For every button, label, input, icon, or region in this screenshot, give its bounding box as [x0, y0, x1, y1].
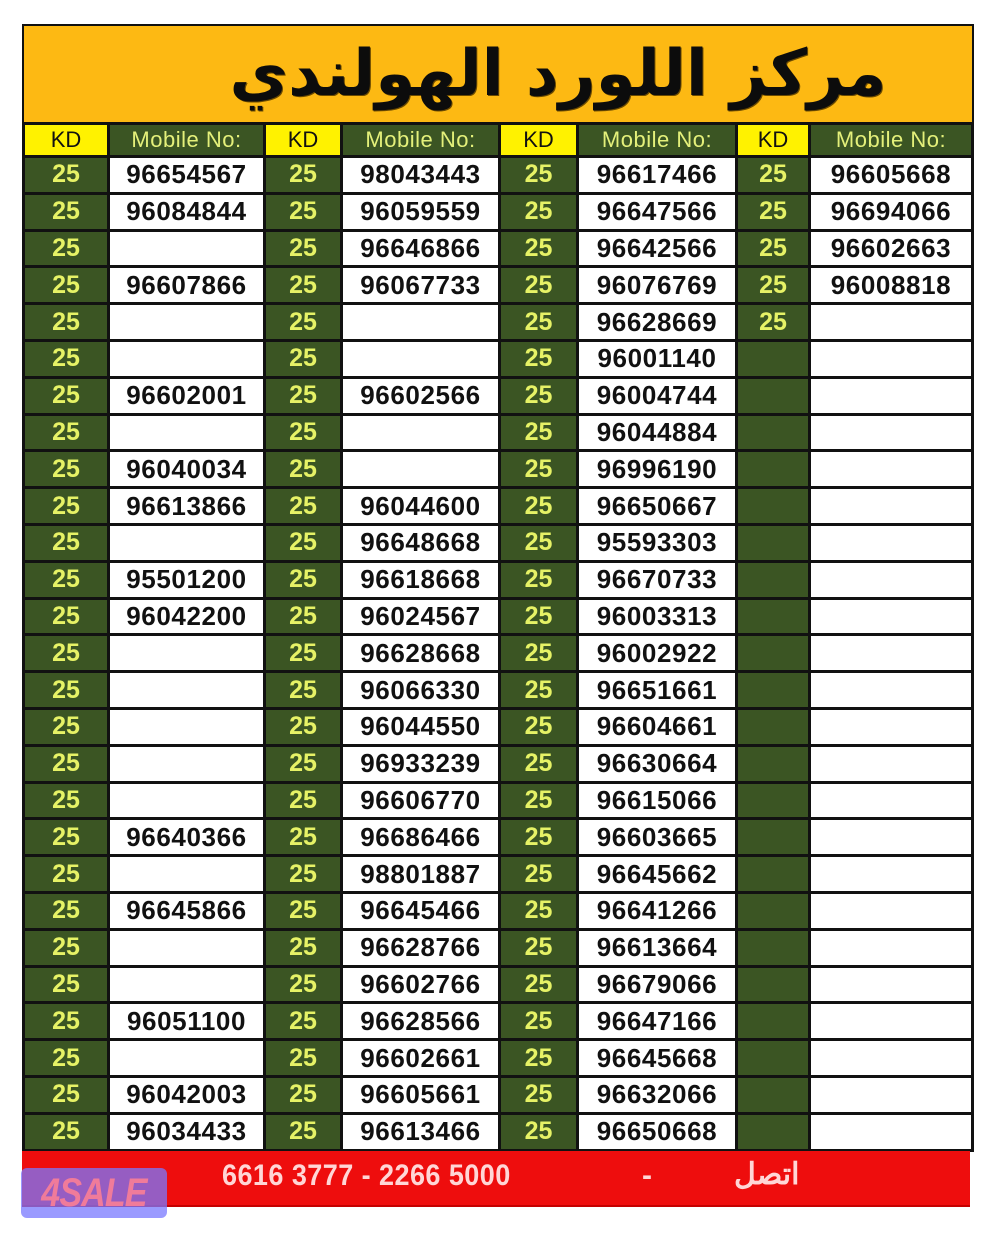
price-cell: 25	[501, 857, 576, 891]
price-cell: 25	[25, 1041, 107, 1075]
price-cell: 25	[25, 710, 107, 744]
price-cell: 25	[501, 379, 576, 413]
header-kd-2: KD	[266, 125, 340, 155]
mobile-number-cell: 96632066	[579, 1078, 735, 1112]
price-cell: 25	[266, 673, 340, 707]
mobile-number-cell: 96059559	[343, 195, 498, 229]
mobile-number-cell: 96617466	[579, 158, 735, 192]
mobile-number-cell	[811, 526, 971, 560]
price-cell	[738, 747, 808, 781]
mobile-number-cell: 96645662	[579, 857, 735, 891]
price-cell: 25	[25, 526, 107, 560]
price-cell	[738, 710, 808, 744]
price-cell: 25	[25, 489, 107, 523]
mobile-number-cell	[811, 857, 971, 891]
price-cell: 25	[25, 563, 107, 597]
mobile-number-cell	[110, 673, 263, 707]
mobile-number-cell	[811, 747, 971, 781]
mobile-number-cell: 96679066	[579, 968, 735, 1002]
price-cell: 25	[501, 195, 576, 229]
mobile-number-cell	[110, 305, 263, 339]
mobile-number-cell	[811, 673, 971, 707]
price-cell: 25	[266, 416, 340, 450]
price-cell: 25	[266, 820, 340, 854]
price-cell: 25	[738, 268, 808, 302]
mobile-number-cell: 96618668	[343, 563, 498, 597]
mobile-number-cell: 96044600	[343, 489, 498, 523]
mobile-number-cell: 96002922	[579, 636, 735, 670]
mobile-number-cell: 96602566	[343, 379, 498, 413]
mobile-number-cell: 98043443	[343, 158, 498, 192]
price-cell	[738, 379, 808, 413]
mobile-number-cell: 96647166	[579, 1004, 735, 1038]
price-cell: 25	[501, 1004, 576, 1038]
mobile-number-cell: 96034433	[110, 1115, 263, 1149]
price-cell	[738, 1078, 808, 1112]
price-cell: 25	[501, 673, 576, 707]
price-cell: 25	[25, 600, 107, 634]
price-cell	[738, 563, 808, 597]
mobile-number-cell: 98801887	[343, 857, 498, 891]
mobile-number-cell: 96645466	[343, 894, 498, 928]
price-cell: 25	[266, 526, 340, 560]
price-cell: 25	[25, 416, 107, 450]
mobile-number-cell: 96066330	[343, 673, 498, 707]
price-cell: 25	[25, 931, 107, 965]
price-cell: 25	[25, 636, 107, 670]
price-cell: 25	[266, 305, 340, 339]
watermark-logo	[21, 1168, 167, 1218]
header-mobile-4: Mobile No:	[811, 125, 971, 155]
mobile-number-cell: 96024567	[343, 600, 498, 634]
price-cell: 25	[266, 857, 340, 891]
price-cell: 25	[266, 1004, 340, 1038]
mobile-number-cell: 96051100	[110, 1004, 263, 1038]
mobile-number-cell: 96001140	[579, 342, 735, 376]
mobile-number-cell: 96008818	[811, 268, 971, 302]
mobile-number-cell: 96613466	[343, 1115, 498, 1149]
price-cell: 25	[25, 379, 107, 413]
price-cell	[738, 968, 808, 1002]
mobile-number-cell	[811, 563, 971, 597]
price-cell: 25	[25, 268, 107, 302]
mobile-number-cell: 96645668	[579, 1041, 735, 1075]
price-cell	[738, 452, 808, 486]
price-cell: 25	[266, 636, 340, 670]
price-cell: 25	[25, 784, 107, 818]
price-cell: 25	[266, 232, 340, 266]
watermark-text: 4SALE	[41, 1170, 147, 1215]
price-cell: 25	[501, 232, 576, 266]
price-cell: 25	[25, 342, 107, 376]
price-cell	[738, 489, 808, 523]
mobile-number-cell	[110, 710, 263, 744]
price-cell: 25	[501, 1041, 576, 1075]
mobile-number-cell: 96004744	[579, 379, 735, 413]
price-cell: 25	[501, 526, 576, 560]
numbers-table	[24, 125, 972, 1150]
price-cell: 25	[25, 195, 107, 229]
price-cell: 25	[25, 305, 107, 339]
mobile-number-cell	[811, 342, 971, 376]
mobile-number-cell: 96084844	[110, 195, 263, 229]
price-cell: 25	[266, 1078, 340, 1112]
header-kd-1: KD	[25, 125, 107, 155]
price-cell: 25	[266, 563, 340, 597]
mobile-number-cell	[811, 305, 971, 339]
mobile-number-cell: 96602663	[811, 232, 971, 266]
price-cell: 25	[266, 195, 340, 229]
price-cell: 25	[266, 489, 340, 523]
price-cell: 25	[25, 820, 107, 854]
mobile-number-cell: 96646866	[343, 232, 498, 266]
mobile-number-cell: 96645866	[110, 894, 263, 928]
price-cell: 25	[266, 931, 340, 965]
mobile-number-cell	[811, 600, 971, 634]
price-cell: 25	[501, 416, 576, 450]
header-mobile-3: Mobile No:	[579, 125, 735, 155]
mobile-number-cell: 96602766	[343, 968, 498, 1002]
mobile-number-cell	[110, 232, 263, 266]
price-cell: 25	[266, 268, 340, 302]
price-cell: 25	[266, 452, 340, 486]
mobile-number-cell	[110, 416, 263, 450]
mobile-number-cell	[110, 857, 263, 891]
mobile-number-cell: 96630664	[579, 747, 735, 781]
price-cell: 25	[501, 158, 576, 192]
price-cell: 25	[501, 931, 576, 965]
mobile-number-cell: 95593303	[579, 526, 735, 560]
price-cell: 25	[25, 968, 107, 1002]
mobile-number-cell: 96647566	[579, 195, 735, 229]
price-cell: 25	[25, 158, 107, 192]
mobile-number-cell: 95501200	[110, 563, 263, 597]
mobile-number-cell: 96996190	[579, 452, 735, 486]
mobile-number-cell: 96602001	[110, 379, 263, 413]
price-cell	[738, 784, 808, 818]
mobile-number-cell	[811, 489, 971, 523]
price-cell: 25	[266, 894, 340, 928]
mobile-number-cell: 96651661	[579, 673, 735, 707]
price-cell	[738, 1115, 808, 1149]
price-cell: 25	[25, 1115, 107, 1149]
price-cell: 25	[501, 968, 576, 1002]
mobile-number-cell: 96628668	[343, 636, 498, 670]
header-kd-3: KD	[501, 125, 576, 155]
price-cell: 25	[501, 563, 576, 597]
mobile-number-cell: 96044884	[579, 416, 735, 450]
mobile-number-cell: 96615066	[579, 784, 735, 818]
price-cell: 25	[501, 489, 576, 523]
price-cell	[738, 1041, 808, 1075]
price-cell: 25	[501, 600, 576, 634]
mobile-number-cell: 96628766	[343, 931, 498, 965]
mobile-number-cell: 96641266	[579, 894, 735, 928]
mobile-number-cell	[110, 931, 263, 965]
price-cell: 25	[501, 342, 576, 376]
mobile-number-cell: 96628566	[343, 1004, 498, 1038]
mobile-number-cell	[110, 526, 263, 560]
call-label: اتصل	[734, 1158, 800, 1191]
mobile-number-cell: 96606770	[343, 784, 498, 818]
price-cell: 25	[25, 1004, 107, 1038]
page-title: مركز اللورد الهولندي	[229, 37, 887, 111]
mobile-number-cell: 96602661	[343, 1041, 498, 1075]
mobile-number-cell	[811, 710, 971, 744]
price-cell: 25	[501, 820, 576, 854]
price-cell	[738, 600, 808, 634]
price-cell: 25	[501, 636, 576, 670]
header-mobile-1: Mobile No:	[110, 125, 263, 155]
price-cell: 25	[501, 784, 576, 818]
price-cell: 25	[266, 747, 340, 781]
mobile-number-cell: 96613866	[110, 489, 263, 523]
mobile-number-cell	[811, 1078, 971, 1112]
price-cell	[738, 1004, 808, 1038]
mobile-number-cell	[811, 1041, 971, 1075]
price-cell	[738, 820, 808, 854]
mobile-number-cell: 96654567	[110, 158, 263, 192]
header-kd-4: KD	[738, 125, 808, 155]
mobile-number-cell	[811, 636, 971, 670]
price-cell	[738, 894, 808, 928]
mobile-number-cell	[811, 931, 971, 965]
mobile-number-cell: 96042003	[110, 1078, 263, 1112]
price-cell: 25	[25, 894, 107, 928]
mobile-number-cell	[110, 968, 263, 1002]
price-cell: 25	[25, 452, 107, 486]
price-cell: 25	[738, 195, 808, 229]
mobile-number-cell	[343, 342, 498, 376]
header-mobile-2: Mobile No:	[343, 125, 498, 155]
title-bar	[24, 26, 972, 125]
price-cell: 25	[501, 1115, 576, 1149]
mobile-number-cell: 96613664	[579, 931, 735, 965]
mobile-number-cell: 96650668	[579, 1115, 735, 1149]
mobile-number-cell	[811, 1004, 971, 1038]
mobile-number-cell: 96686466	[343, 820, 498, 854]
price-cell: 25	[266, 968, 340, 1002]
contact-phones: 6616 3777 - 2266 5000	[222, 1159, 511, 1192]
mobile-number-cell: 96648668	[343, 526, 498, 560]
mobile-number-cell: 96604661	[579, 710, 735, 744]
mobile-number-cell: 96040034	[110, 452, 263, 486]
mobile-number-cell: 96076769	[579, 268, 735, 302]
price-cell: 25	[266, 784, 340, 818]
mobile-number-cell	[343, 305, 498, 339]
price-cell: 25	[25, 232, 107, 266]
mobile-number-cell: 96607866	[110, 268, 263, 302]
mobile-number-cell	[110, 1041, 263, 1075]
mobile-number-cell: 96694066	[811, 195, 971, 229]
mobile-number-cell	[811, 416, 971, 450]
price-cell: 25	[738, 232, 808, 266]
mobile-number-cell	[343, 416, 498, 450]
footer-separator: -	[642, 1159, 652, 1192]
mobile-number-cell	[110, 342, 263, 376]
price-cell	[738, 636, 808, 670]
mobile-number-cell: 96642566	[579, 232, 735, 266]
price-cell: 25	[266, 342, 340, 376]
price-cell: 25	[25, 857, 107, 891]
mobile-number-cell	[110, 636, 263, 670]
mobile-number-cell: 96640366	[110, 820, 263, 854]
price-cell	[738, 342, 808, 376]
price-cell: 25	[501, 710, 576, 744]
mobile-number-cell	[811, 968, 971, 1002]
mobile-number-cell	[811, 1115, 971, 1149]
price-cell	[738, 526, 808, 560]
price-cell: 25	[501, 268, 576, 302]
price-cell: 25	[266, 1041, 340, 1075]
price-cell: 25	[266, 600, 340, 634]
price-cell: 25	[266, 158, 340, 192]
mobile-number-cell: 96603665	[579, 820, 735, 854]
price-cell	[738, 416, 808, 450]
mobile-number-cell	[811, 452, 971, 486]
price-cell: 25	[738, 158, 808, 192]
mobile-number-cell	[811, 784, 971, 818]
price-sheet	[22, 24, 974, 1152]
mobile-number-cell: 96044550	[343, 710, 498, 744]
price-cell: 25	[501, 1078, 576, 1112]
mobile-number-cell: 96605668	[811, 158, 971, 192]
mobile-number-cell: 96042200	[110, 600, 263, 634]
price-cell: 25	[501, 894, 576, 928]
price-cell: 25	[501, 305, 576, 339]
mobile-number-cell	[811, 820, 971, 854]
price-cell: 25	[25, 747, 107, 781]
price-cell: 25	[266, 1115, 340, 1149]
price-cell: 25	[25, 673, 107, 707]
price-cell	[738, 857, 808, 891]
price-cell	[738, 673, 808, 707]
price-cell	[738, 931, 808, 965]
mobile-number-cell: 96933239	[343, 747, 498, 781]
mobile-number-cell: 96605661	[343, 1078, 498, 1112]
mobile-number-cell: 96067733	[343, 268, 498, 302]
mobile-number-cell	[343, 452, 498, 486]
mobile-number-cell: 96003313	[579, 600, 735, 634]
price-cell: 25	[266, 379, 340, 413]
price-cell: 25	[501, 747, 576, 781]
price-cell: 25	[501, 452, 576, 486]
mobile-number-cell: 96650667	[579, 489, 735, 523]
mobile-number-cell	[811, 894, 971, 928]
mobile-number-cell	[811, 379, 971, 413]
mobile-number-cell	[110, 747, 263, 781]
mobile-number-cell	[110, 784, 263, 818]
price-cell: 25	[266, 710, 340, 744]
mobile-number-cell: 96628669	[579, 305, 735, 339]
price-cell: 25	[738, 305, 808, 339]
mobile-number-cell: 96670733	[579, 563, 735, 597]
price-cell: 25	[25, 1078, 107, 1112]
